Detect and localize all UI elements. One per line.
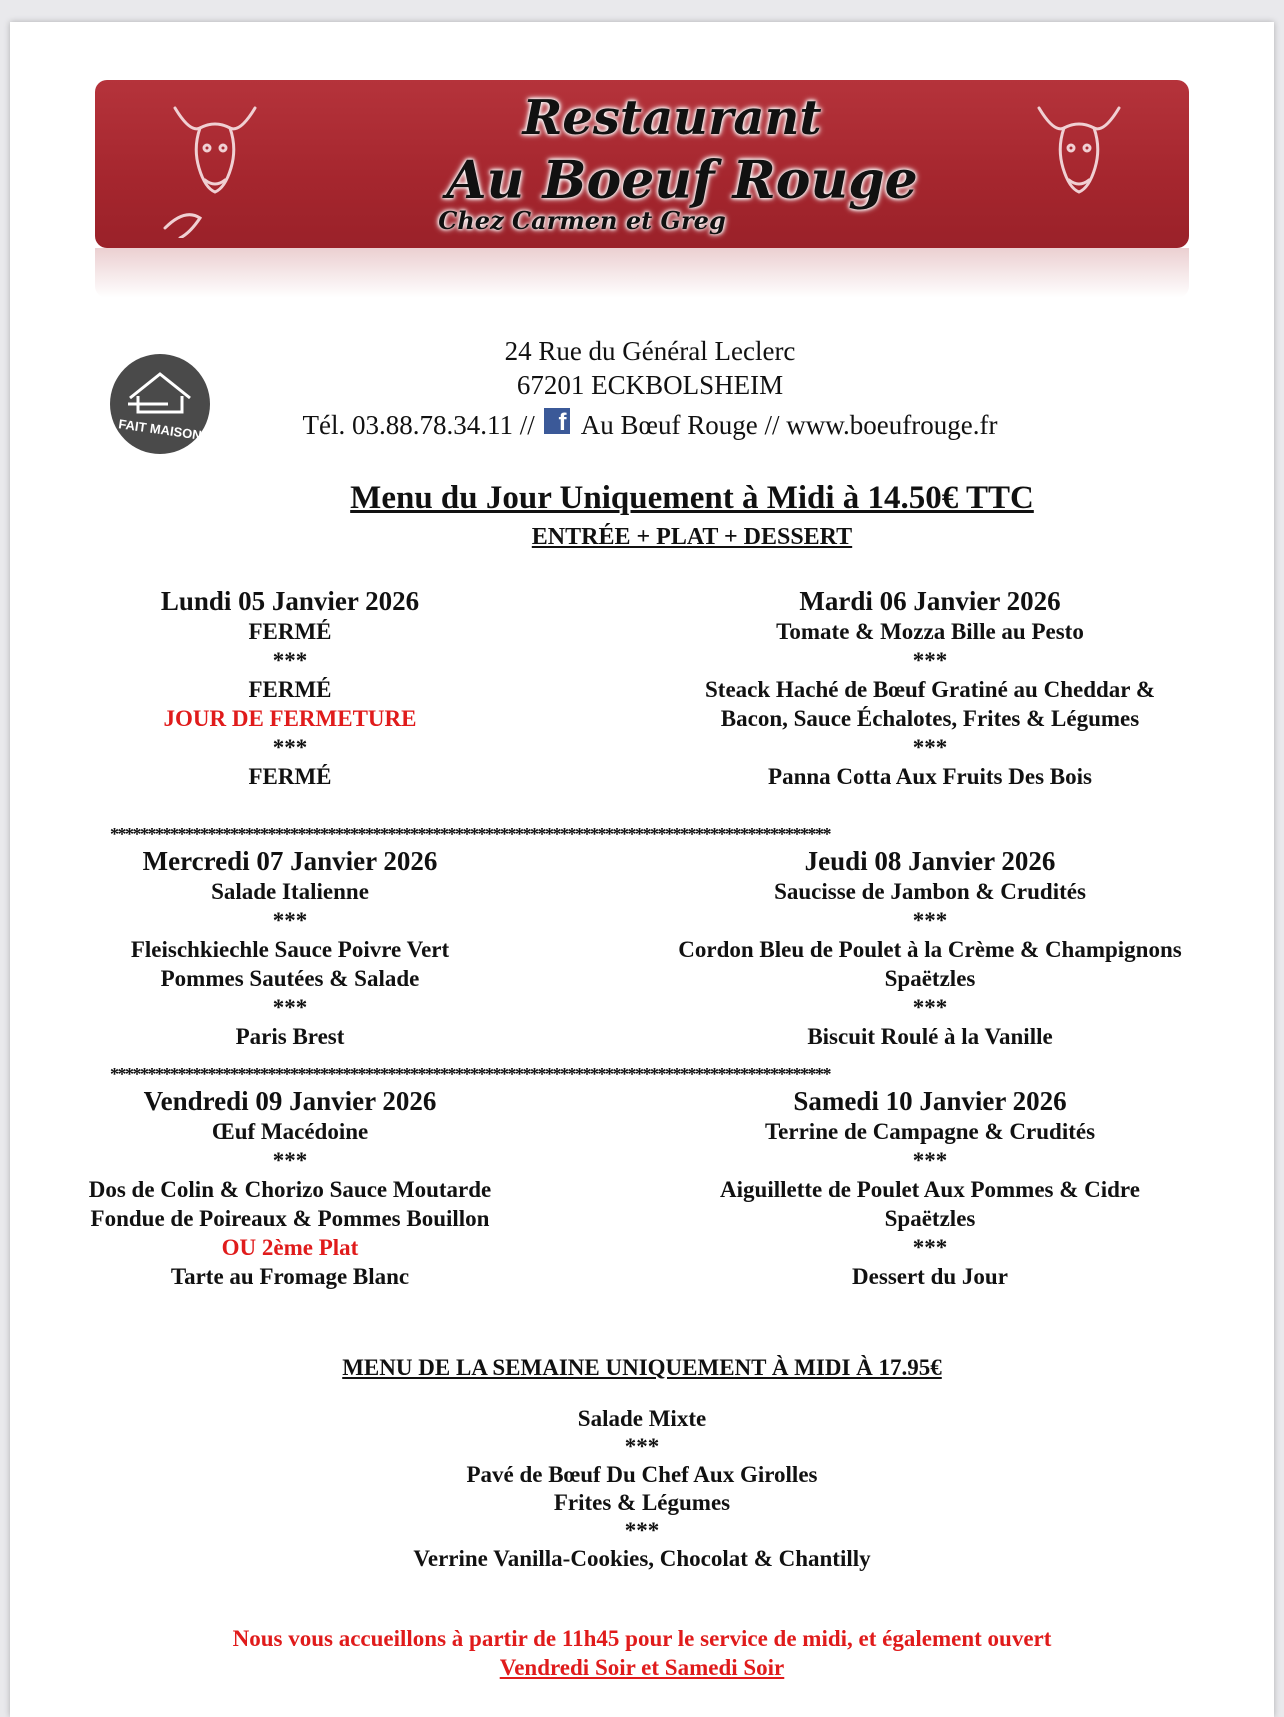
week-menu-title: MENU DE LA SEMAINE UNIQUEMENT À MIDI À 17.95€	[342, 1355, 942, 1380]
day-menu-line: Paris Brest	[235, 1024, 345, 1049]
day-menu-line: ***	[912, 1148, 948, 1173]
opening-info: Nous vous accueillons à partir de 11h45 pour le service de midi, et également ouvert	[232, 1626, 1052, 1651]
week-menu-line: Pavé de Bœuf Du Chef Aux Girolles	[466, 1462, 818, 1487]
week-menu-line: Salade Mixte	[577, 1406, 707, 1431]
week-menu-line: Frites & Légumes	[553, 1490, 731, 1515]
day-title: Lundi 05 Janvier 2026	[160, 586, 420, 616]
week-menu-line: ***	[624, 1434, 660, 1459]
menu-page	[10, 22, 1274, 1717]
day-menu-line: Œuf Macédoine	[211, 1119, 369, 1144]
day-menu-line: Fondue de Poireaux & Pommes Bouillon	[90, 1206, 490, 1231]
day-menu-line: Biscuit Roulé à la Vanille	[807, 1024, 1053, 1049]
day-menu	[610, 1085, 1250, 1291]
day-menu-line: OU 2ème Plat	[221, 1235, 359, 1260]
day-menu-line: ***	[272, 1148, 308, 1173]
day-menu-line: JOUR DE FERMETURE	[163, 706, 417, 731]
facebook-and-website[interactable]: Au Bœuf Rouge // www.boeufrouge.fr	[580, 410, 998, 440]
week-menu-line: Verrine Vanilla-Cookies, Chocolat & Chantilly	[413, 1546, 871, 1571]
separator-1: ************************************************************************************************	[110, 824, 830, 844]
day-menu	[610, 585, 1250, 791]
menu-du-jour-title: Menu du Jour Uniquement à Midi à 14.50€ TTC	[350, 480, 1034, 516]
day-menu-line: ***	[912, 735, 948, 760]
day-menu-line: Aiguillette de Poulet Aux Pommes & Cidre	[720, 1177, 1140, 1202]
opening-days: Vendredi Soir et Samedi Soir	[499, 1655, 785, 1680]
day-menu-line: Steack Haché de Bœuf Gratiné au Cheddar &	[705, 677, 1155, 702]
fait-maison-badge-icon	[108, 352, 212, 456]
banner-title-line1: Restaurant	[522, 90, 822, 146]
day-menu-line: ***	[912, 1235, 948, 1260]
day-title: Mercredi 07 Janvier 2026	[142, 846, 438, 876]
day-menu-line: ***	[272, 908, 308, 933]
menu-du-jour-subtitle: ENTRÉE + PLAT + DESSERT	[531, 524, 853, 550]
separator-2: ************************************************************************************************	[110, 1064, 830, 1084]
day-menu-line: Panna Cotta Aux Fruits Des Bois	[768, 764, 1092, 789]
day-title: Mardi 06 Janvier 2026	[799, 586, 1061, 616]
day-menu	[610, 845, 1250, 1051]
day-title: Vendredi 09 Janvier 2026	[143, 1086, 437, 1116]
day-menu-line: ***	[912, 908, 948, 933]
day-menu-line: ***	[272, 735, 308, 760]
day-menu-line: ***	[912, 995, 948, 1020]
day-menu-line: Terrine de Campagne & Crudités	[764, 1119, 1096, 1144]
day-menu	[0, 585, 610, 791]
day-menu	[0, 845, 610, 1051]
day-menu	[0, 1085, 610, 1291]
address-city: 67201 ECKBOLSHEIM	[516, 370, 784, 400]
day-menu-line: Tomate & Mozza Bille au Pesto	[776, 619, 1084, 644]
restaurant-banner	[95, 80, 1189, 248]
day-menu-line: Salade Italienne	[211, 879, 369, 904]
day-menu-line: Fleischkiechle Sauce Poivre Vert	[130, 937, 450, 962]
week-menu-line: ***	[624, 1518, 660, 1543]
banner-title-line2: Au Boeuf Rouge	[446, 150, 918, 211]
day-menu-line: FERMÉ	[248, 619, 332, 644]
day-menu-line: Saucisse de Jambon & Crudités	[774, 879, 1086, 904]
banner-subtitle: Chez Carmen et Greg	[438, 206, 726, 235]
phone-text: Tél. 03.88.78.34.11 //	[302, 410, 535, 440]
day-menu-line: Tarte au Fromage Blanc	[170, 1264, 410, 1289]
address-street: 24 Rue du Général Leclerc	[504, 336, 796, 366]
day-menu-line: FERMÉ	[248, 677, 332, 702]
day-menu-line: Dos de Colin & Chorizo Sauce Moutarde	[88, 1177, 492, 1202]
day-menu-line: Spaëtzles	[884, 1206, 976, 1231]
facebook-icon[interactable]: f	[544, 408, 570, 434]
day-menu-line: Spaëtzles	[884, 966, 976, 991]
day-menu-line: FERMÉ	[248, 764, 332, 789]
week-menu	[10, 1405, 1274, 1573]
day-title: Samedi 10 Janvier 2026	[793, 1086, 1067, 1116]
day-menu-line: Cordon Bleu de Poulet à la Crème & Champignons	[678, 937, 1182, 962]
day-title: Jeudi 08 Janvier 2026	[804, 846, 1056, 876]
fait-maison-label: FAIT MAISON	[117, 416, 203, 443]
day-menu-line: Dessert du Jour	[852, 1264, 1008, 1289]
address-contact	[210, 408, 1090, 441]
banner-reflection	[95, 248, 1189, 298]
day-menu-line: ***	[912, 648, 948, 673]
day-menu-line: Pommes Sautées & Salade	[160, 966, 420, 991]
day-menu-line: ***	[272, 648, 308, 673]
day-menu-line: Bacon, Sauce Échalotes, Frites & Légumes	[720, 706, 1140, 731]
day-menu-line: ***	[272, 995, 308, 1020]
